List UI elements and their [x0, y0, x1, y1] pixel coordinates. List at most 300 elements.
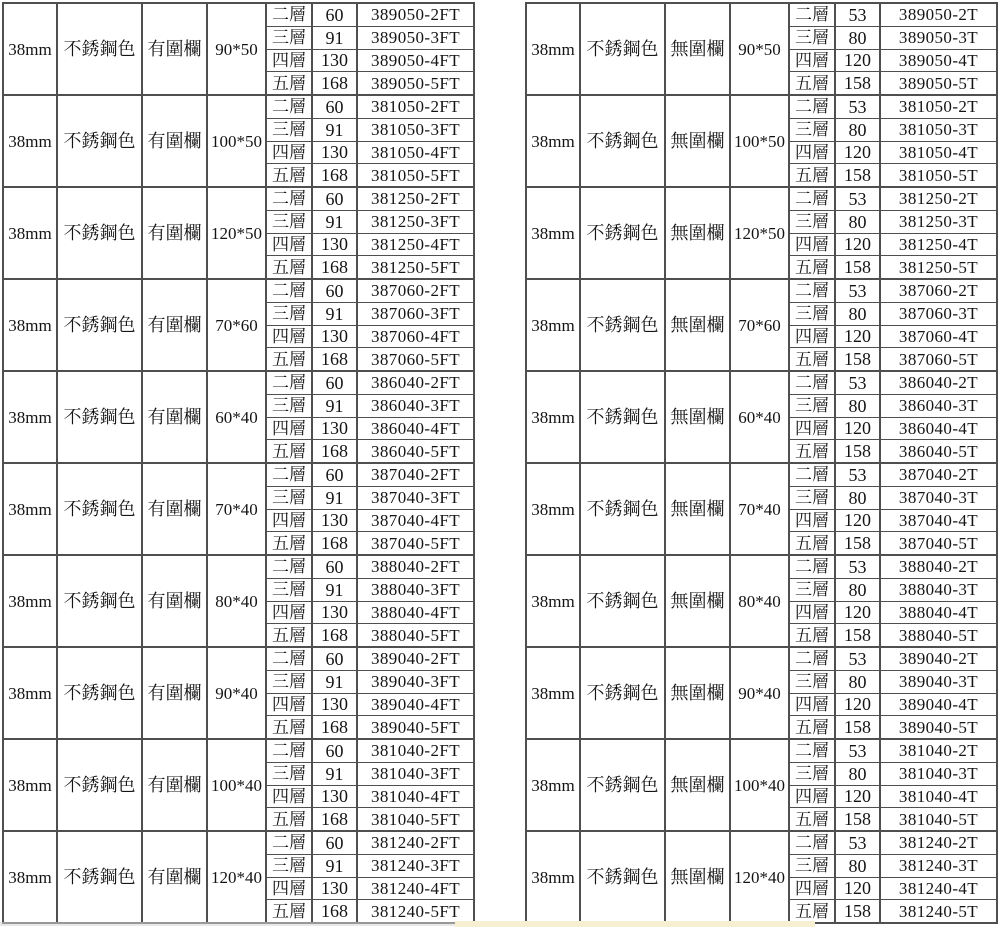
tier-label: 四層 [790, 142, 836, 164]
thickness-cell-text: 38mm [531, 683, 575, 703]
fence-cell-text: 無圍欄 [670, 223, 725, 243]
tier-subtable [267, 464, 473, 554]
tier-row [790, 211, 996, 234]
color-cell [581, 556, 666, 646]
tier-row [267, 72, 473, 94]
tier-row [267, 510, 473, 533]
tier-label: 四層 [790, 602, 836, 624]
product-group [527, 464, 996, 556]
product-code: 388040-5FT [371, 625, 460, 645]
size-cell-text: 70*60 [738, 315, 781, 335]
tier-value: 120 [836, 418, 881, 440]
tier-subtable [790, 556, 996, 646]
color-cell [58, 372, 143, 462]
tier-value: 91 [313, 395, 358, 417]
size-cell [731, 96, 790, 186]
tier-row [790, 855, 996, 878]
tier-label: 二層 [790, 648, 836, 670]
fence-cell [143, 740, 208, 830]
tier-row [267, 694, 473, 717]
tier-value: 120 [836, 50, 881, 72]
product-code: 381050-4T [898, 142, 979, 162]
size-cell [731, 464, 790, 554]
fence-cell [143, 188, 208, 278]
tier-value: 80 [836, 763, 881, 785]
tier-value: 158 [836, 72, 881, 94]
tier-value: 60 [313, 648, 358, 670]
tier-row [790, 532, 996, 554]
product-group [4, 372, 473, 464]
product-code: 387060-4FT [371, 326, 460, 346]
product-code: 386040-5T [898, 441, 979, 461]
fence-cell [666, 464, 731, 554]
product-code: 381240-2FT [371, 833, 460, 853]
product-code: 381050-3FT [371, 120, 460, 140]
thickness-cell-text: 38mm [8, 591, 52, 611]
tier-value: 120 [836, 786, 881, 808]
tier-row [267, 808, 473, 830]
tier-value: 91 [313, 579, 358, 601]
color-cell-text: 不銹鋼色 [63, 315, 136, 335]
tier-label: 四層 [267, 878, 313, 900]
size-cell [208, 372, 267, 462]
tier-label: 三層 [267, 395, 313, 417]
tier-row [267, 348, 473, 370]
tier-value: 53 [836, 648, 881, 670]
product-code: 387060-2FT [371, 281, 460, 301]
tier-value: 53 [836, 464, 881, 486]
tier-label: 三層 [790, 671, 836, 693]
tier-row [790, 694, 996, 717]
tier-value: 120 [836, 602, 881, 624]
tier-label: 三層 [790, 579, 836, 601]
product-code: 388040-5T [898, 625, 979, 645]
tier-subtable [790, 648, 996, 738]
thickness-cell-text: 38mm [8, 683, 52, 703]
tier-value: 168 [313, 256, 358, 278]
product-group [527, 556, 996, 648]
tier-label: 二層 [267, 464, 313, 486]
size-cell-text: 90*50 [738, 39, 781, 59]
fence-cell [666, 832, 731, 922]
product-code: 387040-5FT [371, 533, 460, 553]
color-cell-text: 不銹鋼色 [586, 867, 659, 887]
color-cell [581, 648, 666, 738]
tier-row [790, 624, 996, 646]
tier-value: 158 [836, 440, 881, 462]
tier-subtable [267, 556, 473, 646]
product-group [527, 4, 996, 96]
product-code: 386040-3FT [371, 396, 460, 416]
color-cell-text: 不銹鋼色 [63, 775, 136, 795]
tier-label: 二層 [267, 556, 313, 578]
size-cell-text: 70*60 [215, 315, 258, 335]
product-code: 387040-2FT [371, 465, 460, 485]
product-code: 387060-3T [898, 304, 979, 324]
size-cell-text: 90*50 [215, 39, 258, 59]
product-code: 387040-5T [898, 533, 979, 553]
product-code: 381240-3T [898, 856, 979, 876]
tier-value: 130 [313, 510, 358, 532]
tier-row [267, 119, 473, 142]
tier-label: 四層 [790, 510, 836, 532]
thickness-cell [527, 96, 581, 186]
tier-row [267, 556, 473, 579]
tier-label: 五層 [790, 624, 836, 646]
product-code: 388040-4T [898, 602, 979, 622]
color-cell-text: 不銹鋼色 [586, 131, 659, 151]
size-cell-text: 100*40 [211, 775, 262, 795]
tier-label: 四層 [790, 878, 836, 900]
product-code: 387040-2T [898, 465, 979, 485]
tier-subtable [790, 372, 996, 462]
size-cell-text: 100*50 [211, 131, 262, 151]
tier-subtable [790, 464, 996, 554]
tier-value: 80 [836, 211, 881, 233]
product-code: 388040-4FT [371, 602, 460, 622]
fence-cell-text: 有圍欄 [147, 775, 202, 795]
tier-label: 五層 [790, 72, 836, 94]
tier-value: 60 [313, 4, 358, 26]
tier-value: 60 [313, 280, 358, 302]
color-cell [581, 464, 666, 554]
color-cell-text: 不銹鋼色 [63, 223, 136, 243]
product-group [527, 648, 996, 740]
thickness-cell-text: 38mm [8, 499, 52, 519]
tier-row [790, 164, 996, 186]
tier-row [790, 487, 996, 510]
tier-value: 120 [836, 142, 881, 164]
fence-cell [666, 188, 731, 278]
product-code: 389040-2T [898, 649, 979, 669]
tier-row [267, 740, 473, 763]
thickness-cell [527, 740, 581, 830]
fence-cell-text: 無圍欄 [670, 775, 725, 795]
tier-row [267, 280, 473, 303]
tier-row [790, 878, 996, 901]
tier-value: 168 [313, 72, 358, 94]
fence-cell-text: 無圍欄 [670, 131, 725, 151]
tier-label: 五層 [267, 716, 313, 738]
thickness-cell [4, 280, 58, 370]
size-cell [208, 648, 267, 738]
tier-subtable [790, 96, 996, 186]
product-group [4, 832, 473, 922]
product-code: 389050-3FT [371, 28, 460, 48]
size-cell-text: 90*40 [738, 683, 781, 703]
product-code: 381040-5FT [371, 809, 460, 829]
product-code: 381050-5FT [371, 165, 460, 185]
thickness-cell-text: 38mm [531, 591, 575, 611]
thickness-cell-text: 38mm [531, 775, 575, 795]
fence-cell-text: 無圍欄 [670, 39, 725, 59]
tier-subtable [790, 740, 996, 830]
fence-cell-text: 有圍欄 [147, 223, 202, 243]
tier-row [267, 418, 473, 441]
fence-cell [143, 372, 208, 462]
tier-label: 二層 [790, 556, 836, 578]
product-code: 386040-2T [898, 373, 979, 393]
tier-subtable [790, 188, 996, 278]
product-code: 381250-3FT [371, 212, 460, 232]
fence-cell-text: 無圍欄 [670, 315, 725, 335]
tier-row [790, 556, 996, 579]
tier-subtable [267, 648, 473, 738]
tier-row [790, 326, 996, 349]
product-group [527, 832, 996, 922]
tier-value: 158 [836, 716, 881, 738]
size-cell [731, 280, 790, 370]
product-code: 387040-4T [898, 510, 979, 530]
product-group [4, 280, 473, 372]
tier-row [267, 786, 473, 809]
color-cell [58, 4, 143, 94]
tier-row [267, 832, 473, 855]
tier-row [267, 256, 473, 278]
tier-row [267, 716, 473, 738]
color-cell [581, 188, 666, 278]
product-group [527, 280, 996, 372]
size-cell [208, 740, 267, 830]
product-code: 381240-4T [898, 878, 979, 898]
tier-label: 五層 [267, 256, 313, 278]
tier-label: 三層 [790, 303, 836, 325]
color-cell [58, 556, 143, 646]
tier-value: 80 [836, 671, 881, 693]
thickness-cell [527, 372, 581, 462]
tier-label: 五層 [267, 72, 313, 94]
product-code: 387060-5T [898, 349, 979, 369]
tier-row [267, 440, 473, 462]
tier-row [790, 142, 996, 165]
tier-label: 四層 [267, 694, 313, 716]
tier-label: 二層 [267, 832, 313, 854]
product-code: 381240-2T [898, 833, 979, 853]
product-code: 381250-2FT [371, 189, 460, 209]
tier-label: 四層 [267, 418, 313, 440]
thickness-cell-text: 38mm [531, 315, 575, 335]
product-code: 381250-5T [898, 257, 979, 277]
thickness-cell [4, 372, 58, 462]
tier-row [267, 900, 473, 922]
product-code: 386040-3T [898, 396, 979, 416]
tier-label: 二層 [267, 188, 313, 210]
fence-cell-text: 無圍欄 [670, 499, 725, 519]
tier-value: 53 [836, 740, 881, 762]
tier-label: 二層 [267, 4, 313, 26]
thickness-cell-text: 38mm [531, 867, 575, 887]
tier-label: 五層 [267, 164, 313, 186]
color-cell-text: 不銹鋼色 [586, 683, 659, 703]
tier-row [267, 532, 473, 554]
thickness-cell-text: 38mm [531, 499, 575, 519]
spec-table-without-fence [525, 2, 998, 924]
tier-label: 四層 [790, 234, 836, 256]
tier-label: 三層 [790, 763, 836, 785]
product-code: 389050-4FT [371, 50, 460, 70]
product-group [4, 556, 473, 648]
tier-row [267, 142, 473, 165]
thickness-cell [4, 464, 58, 554]
size-cell-text: 120*50 [734, 223, 785, 243]
tier-subtable [267, 280, 473, 370]
tier-label: 三層 [267, 211, 313, 233]
tier-label: 三層 [267, 671, 313, 693]
tier-value: 53 [836, 4, 881, 26]
color-cell [58, 96, 143, 186]
product-code: 381050-5T [898, 165, 979, 185]
fence-cell-text: 有圍欄 [147, 315, 202, 335]
size-cell [731, 188, 790, 278]
color-cell-text: 不銹鋼色 [586, 775, 659, 795]
tier-label: 五層 [790, 348, 836, 370]
tier-row [267, 211, 473, 234]
tier-value: 158 [836, 348, 881, 370]
fence-cell-text: 有圍欄 [147, 499, 202, 519]
tier-label: 三層 [790, 211, 836, 233]
thickness-cell [527, 280, 581, 370]
fence-cell [666, 372, 731, 462]
tier-value: 91 [313, 763, 358, 785]
tier-row [267, 188, 473, 211]
tier-value: 91 [313, 671, 358, 693]
tier-label: 二層 [790, 280, 836, 302]
tier-value: 80 [836, 303, 881, 325]
product-code: 387040-3FT [371, 488, 460, 508]
tier-row [790, 395, 996, 418]
tier-row [267, 763, 473, 786]
size-cell [208, 4, 267, 94]
size-cell-text: 60*40 [738, 407, 781, 427]
tier-label: 三層 [790, 27, 836, 49]
fence-cell-text: 無圍欄 [670, 683, 725, 703]
size-cell-text: 120*40 [734, 867, 785, 887]
product-code: 381040-4T [898, 786, 979, 806]
thickness-cell [527, 188, 581, 278]
tier-subtable [790, 280, 996, 370]
fence-cell [666, 96, 731, 186]
product-group [527, 96, 996, 188]
product-code: 381240-4FT [371, 878, 460, 898]
tier-subtable [267, 96, 473, 186]
tier-label: 三層 [267, 763, 313, 785]
product-code: 389050-5T [898, 73, 979, 93]
tier-label: 二層 [267, 740, 313, 762]
fence-cell [143, 556, 208, 646]
product-code: 381050-4FT [371, 142, 460, 162]
product-code: 389040-4FT [371, 694, 460, 714]
tier-subtable [267, 4, 473, 94]
fence-cell-text: 無圍欄 [670, 407, 725, 427]
size-cell-text: 120*40 [211, 867, 262, 887]
product-code: 381050-3T [898, 120, 979, 140]
tier-label: 三層 [267, 579, 313, 601]
size-cell [731, 4, 790, 94]
size-cell [731, 832, 790, 922]
fence-cell-text: 有圍欄 [147, 683, 202, 703]
tier-label: 二層 [267, 372, 313, 394]
thickness-cell [527, 464, 581, 554]
tier-row [790, 4, 996, 27]
size-cell [731, 740, 790, 830]
tier-row [790, 418, 996, 441]
tier-subtable [790, 832, 996, 922]
tier-value: 168 [313, 348, 358, 370]
tier-label: 四層 [267, 234, 313, 256]
tier-row [790, 900, 996, 922]
tier-row [267, 234, 473, 257]
size-cell-text: 80*40 [215, 591, 258, 611]
size-cell-text: 100*40 [734, 775, 785, 795]
thickness-cell [4, 96, 58, 186]
tier-row [267, 27, 473, 50]
tier-label: 三層 [267, 855, 313, 877]
tier-value: 168 [313, 900, 358, 922]
tier-value: 158 [836, 808, 881, 830]
tier-row [267, 878, 473, 901]
product-code: 387060-3FT [371, 304, 460, 324]
tier-value: 130 [313, 602, 358, 624]
tier-value: 130 [313, 234, 358, 256]
color-cell-text: 不銹鋼色 [63, 683, 136, 703]
tier-row [790, 602, 996, 625]
tier-row [267, 4, 473, 27]
tier-label: 二層 [790, 4, 836, 26]
tier-row [267, 671, 473, 694]
color-cell-text: 不銹鋼色 [586, 39, 659, 59]
product-group [4, 96, 473, 188]
tier-value: 60 [313, 740, 358, 762]
tier-value: 168 [313, 716, 358, 738]
product-code: 381050-2T [898, 97, 979, 117]
tier-label: 二層 [790, 372, 836, 394]
product-code: 386040-2FT [371, 373, 460, 393]
tier-value: 60 [313, 96, 358, 118]
tier-label: 五層 [790, 256, 836, 278]
product-code: 388040-3T [898, 580, 979, 600]
thickness-cell [4, 740, 58, 830]
tier-label: 五層 [790, 440, 836, 462]
tier-label: 五層 [267, 808, 313, 830]
tier-row [790, 440, 996, 462]
tier-label: 二層 [267, 280, 313, 302]
tier-subtable [267, 188, 473, 278]
size-cell [208, 464, 267, 554]
tier-row [790, 234, 996, 257]
color-cell [581, 372, 666, 462]
size-cell-text: 90*40 [215, 683, 258, 703]
tier-label: 二層 [790, 832, 836, 854]
size-cell [731, 372, 790, 462]
size-cell [208, 556, 267, 646]
tier-value: 91 [313, 303, 358, 325]
product-code: 388040-2FT [371, 557, 460, 577]
product-group [4, 188, 473, 280]
product-code: 389050-4T [898, 50, 979, 70]
tier-value: 53 [836, 832, 881, 854]
tier-value: 120 [836, 326, 881, 348]
color-cell-text: 不銹鋼色 [586, 315, 659, 335]
tier-value: 158 [836, 532, 881, 554]
tier-value: 53 [836, 556, 881, 578]
product-code: 387060-2T [898, 281, 979, 301]
product-code: 386040-5FT [371, 441, 460, 461]
fence-cell [143, 832, 208, 922]
color-cell [58, 832, 143, 922]
thickness-cell [4, 4, 58, 94]
tier-label: 四層 [267, 50, 313, 72]
product-code: 389040-5FT [371, 717, 460, 737]
